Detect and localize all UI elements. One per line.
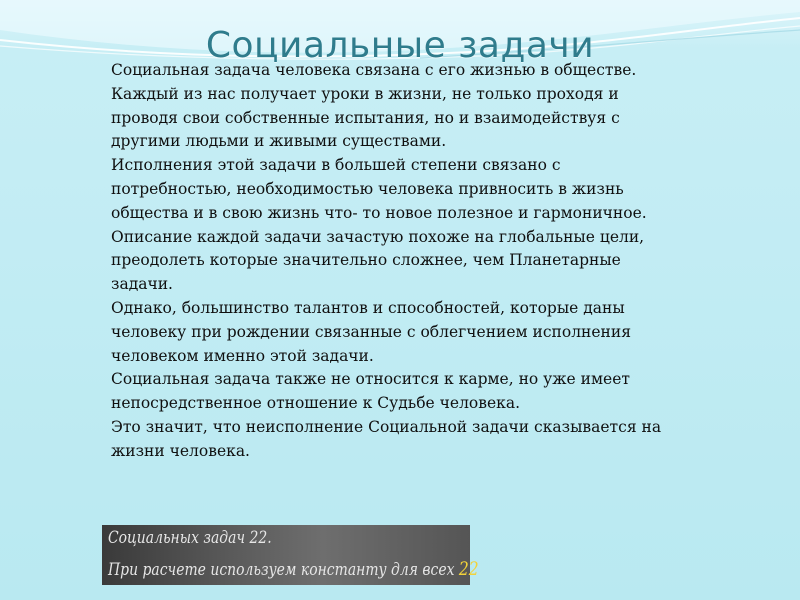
- body-text: [111, 59, 671, 464]
- paragraph: Описание каждой задачи зачастую похоже на глобальные цели, преодолеть которые значительно сложнее, чем Планетарные задачи.: [111, 227, 645, 294]
- paragraph: Социальная задача также не относится к карме, но уже имеет непосредственное отношение к Судьбе человека.: [111, 370, 630, 413]
- photo-caption-text: При расчете используем константу для всех: [108, 560, 459, 580]
- photo-constant-number: 22: [458, 558, 479, 580]
- embedded-photo-snippet: [102, 525, 479, 585]
- paragraph: Каждый из нас получает уроки в жизни, не только проходя и проводя свои собственные испытания, но и взаимодействуя с другими людьми и живыми существами.: [111, 84, 620, 151]
- paragraph: Социальная задача человека связана с его жизнью в обществе.: [111, 61, 637, 79]
- paragraph: Однако, большинство талантов и способностей, которые даны человеку при рождении связанные с облегчением исполнения человеком именно этой задачи.: [111, 298, 631, 365]
- photo-caption-line-1: Социальных задач 22.: [108, 528, 272, 548]
- paragraph: Это значит, что неисполнение Социальной задачи сказывается на жизни человека.: [111, 417, 662, 460]
- slide-title: Социальные задачи: [205, 25, 595, 67]
- paragraph: Исполнения этой задачи в большей степени связано с потребностью, необходимостью человека привносить в жизнь общества и в свою жизнь что- то новое полезное и гармоничное.: [111, 156, 647, 222]
- photo-caption-line-2: [108, 558, 479, 580]
